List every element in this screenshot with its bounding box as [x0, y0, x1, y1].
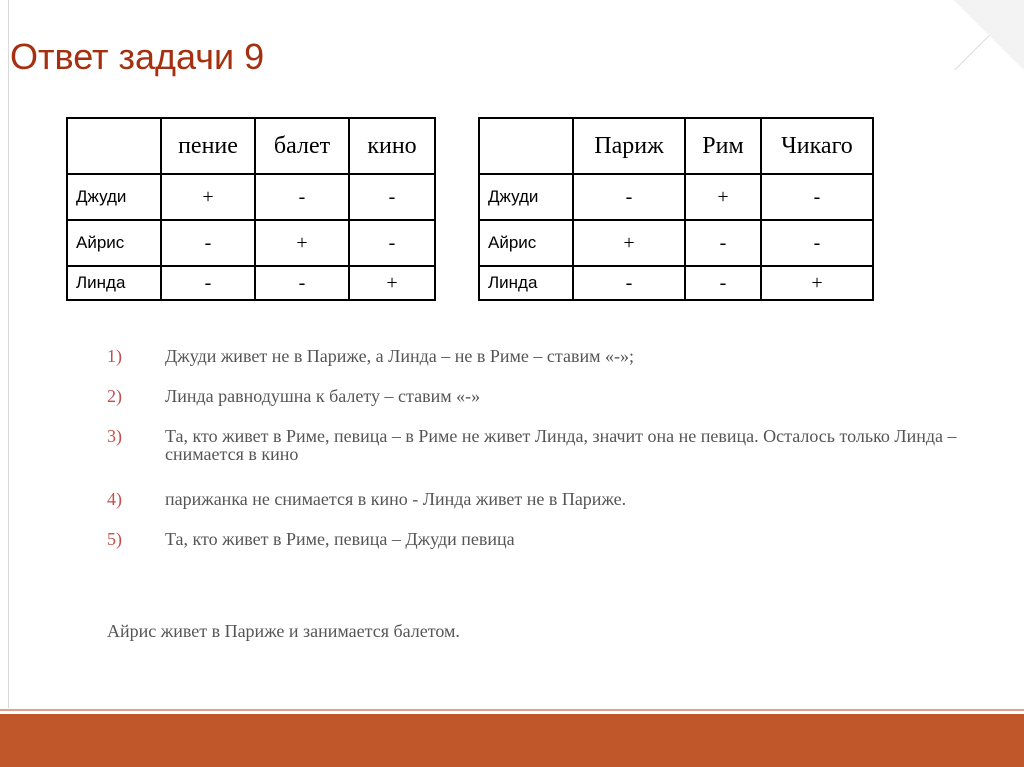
left-rule — [8, 0, 9, 708]
table-cell: - — [573, 174, 685, 220]
table-row — [479, 220, 873, 266]
table-header-row — [479, 118, 873, 174]
step-number: 5) — [107, 529, 122, 549]
table-row — [67, 174, 435, 220]
step-text: Та, кто живет в Риме, певица – Джуди певица — [165, 529, 515, 549]
table-cell: - — [573, 266, 685, 300]
row-name: Айрис — [479, 220, 573, 266]
table-header-row — [67, 118, 435, 174]
solution-steps — [107, 347, 1019, 548]
header-cell: Чикаго — [761, 118, 873, 174]
row-name: Джуди — [67, 174, 161, 220]
step-text: Та, кто живет в Риме, певица – в Риме не живет Линда, значит она не певица. Осталось только Линда – снимается в кино — [165, 426, 957, 464]
row-name: Линда — [479, 266, 573, 300]
table-cell: - — [349, 174, 435, 220]
table-cell: + — [761, 266, 873, 300]
header-cell: Париж — [573, 118, 685, 174]
step-number: 4) — [107, 489, 122, 509]
table-row — [479, 174, 873, 220]
table-cell: - — [761, 174, 873, 220]
activities-table — [66, 117, 436, 301]
header-cell: кино — [349, 118, 435, 174]
table-cell: - — [349, 220, 435, 266]
table-cell: + — [349, 266, 435, 300]
step-text: Линда равнодушна к балету – ставим «-» — [165, 386, 481, 406]
table-cell: + — [161, 174, 255, 220]
list-item — [107, 387, 1019, 427]
table-cell: - — [685, 220, 761, 266]
list-item — [107, 347, 1019, 387]
header-cell-empty — [479, 118, 573, 174]
header-cell: пение — [161, 118, 255, 174]
list-item — [107, 530, 1019, 548]
footer-bar — [0, 714, 1024, 767]
row-name: Джуди — [479, 174, 573, 220]
header-cell: балет — [255, 118, 349, 174]
slide-title: Ответ задачи 9 — [10, 36, 265, 77]
table-cell: - — [161, 220, 255, 266]
table-row — [67, 220, 435, 266]
table-row — [479, 266, 873, 300]
step-number: 2) — [107, 386, 122, 406]
table-cell: - — [161, 266, 255, 300]
table-cell: - — [255, 174, 349, 220]
corner-decoration — [954, 0, 1024, 70]
table-cell: + — [255, 220, 349, 266]
table-cell: - — [685, 266, 761, 300]
step-text: Джуди живет не в Париже, а Линда – не в Риме – ставим «-»; — [165, 346, 634, 366]
table-cell: + — [573, 220, 685, 266]
list-item — [107, 427, 1019, 490]
conclusion-text: Айрис живет в Париже и занимается балетом. — [107, 621, 460, 641]
table-row — [67, 266, 435, 300]
row-name: Айрис — [67, 220, 161, 266]
table-cell: + — [685, 174, 761, 220]
footer-line — [0, 709, 1024, 711]
step-number: 3) — [107, 426, 122, 446]
header-cell: Рим — [685, 118, 761, 174]
row-name: Линда — [67, 266, 161, 300]
step-text: парижанка не снимается в кино - Линда живет не в Париже. — [165, 489, 627, 509]
step-number: 1) — [107, 346, 122, 366]
list-item — [107, 490, 1019, 530]
cities-table — [478, 117, 874, 301]
table-cell: - — [255, 266, 349, 300]
header-cell-empty — [67, 118, 161, 174]
table-cell: - — [761, 220, 873, 266]
